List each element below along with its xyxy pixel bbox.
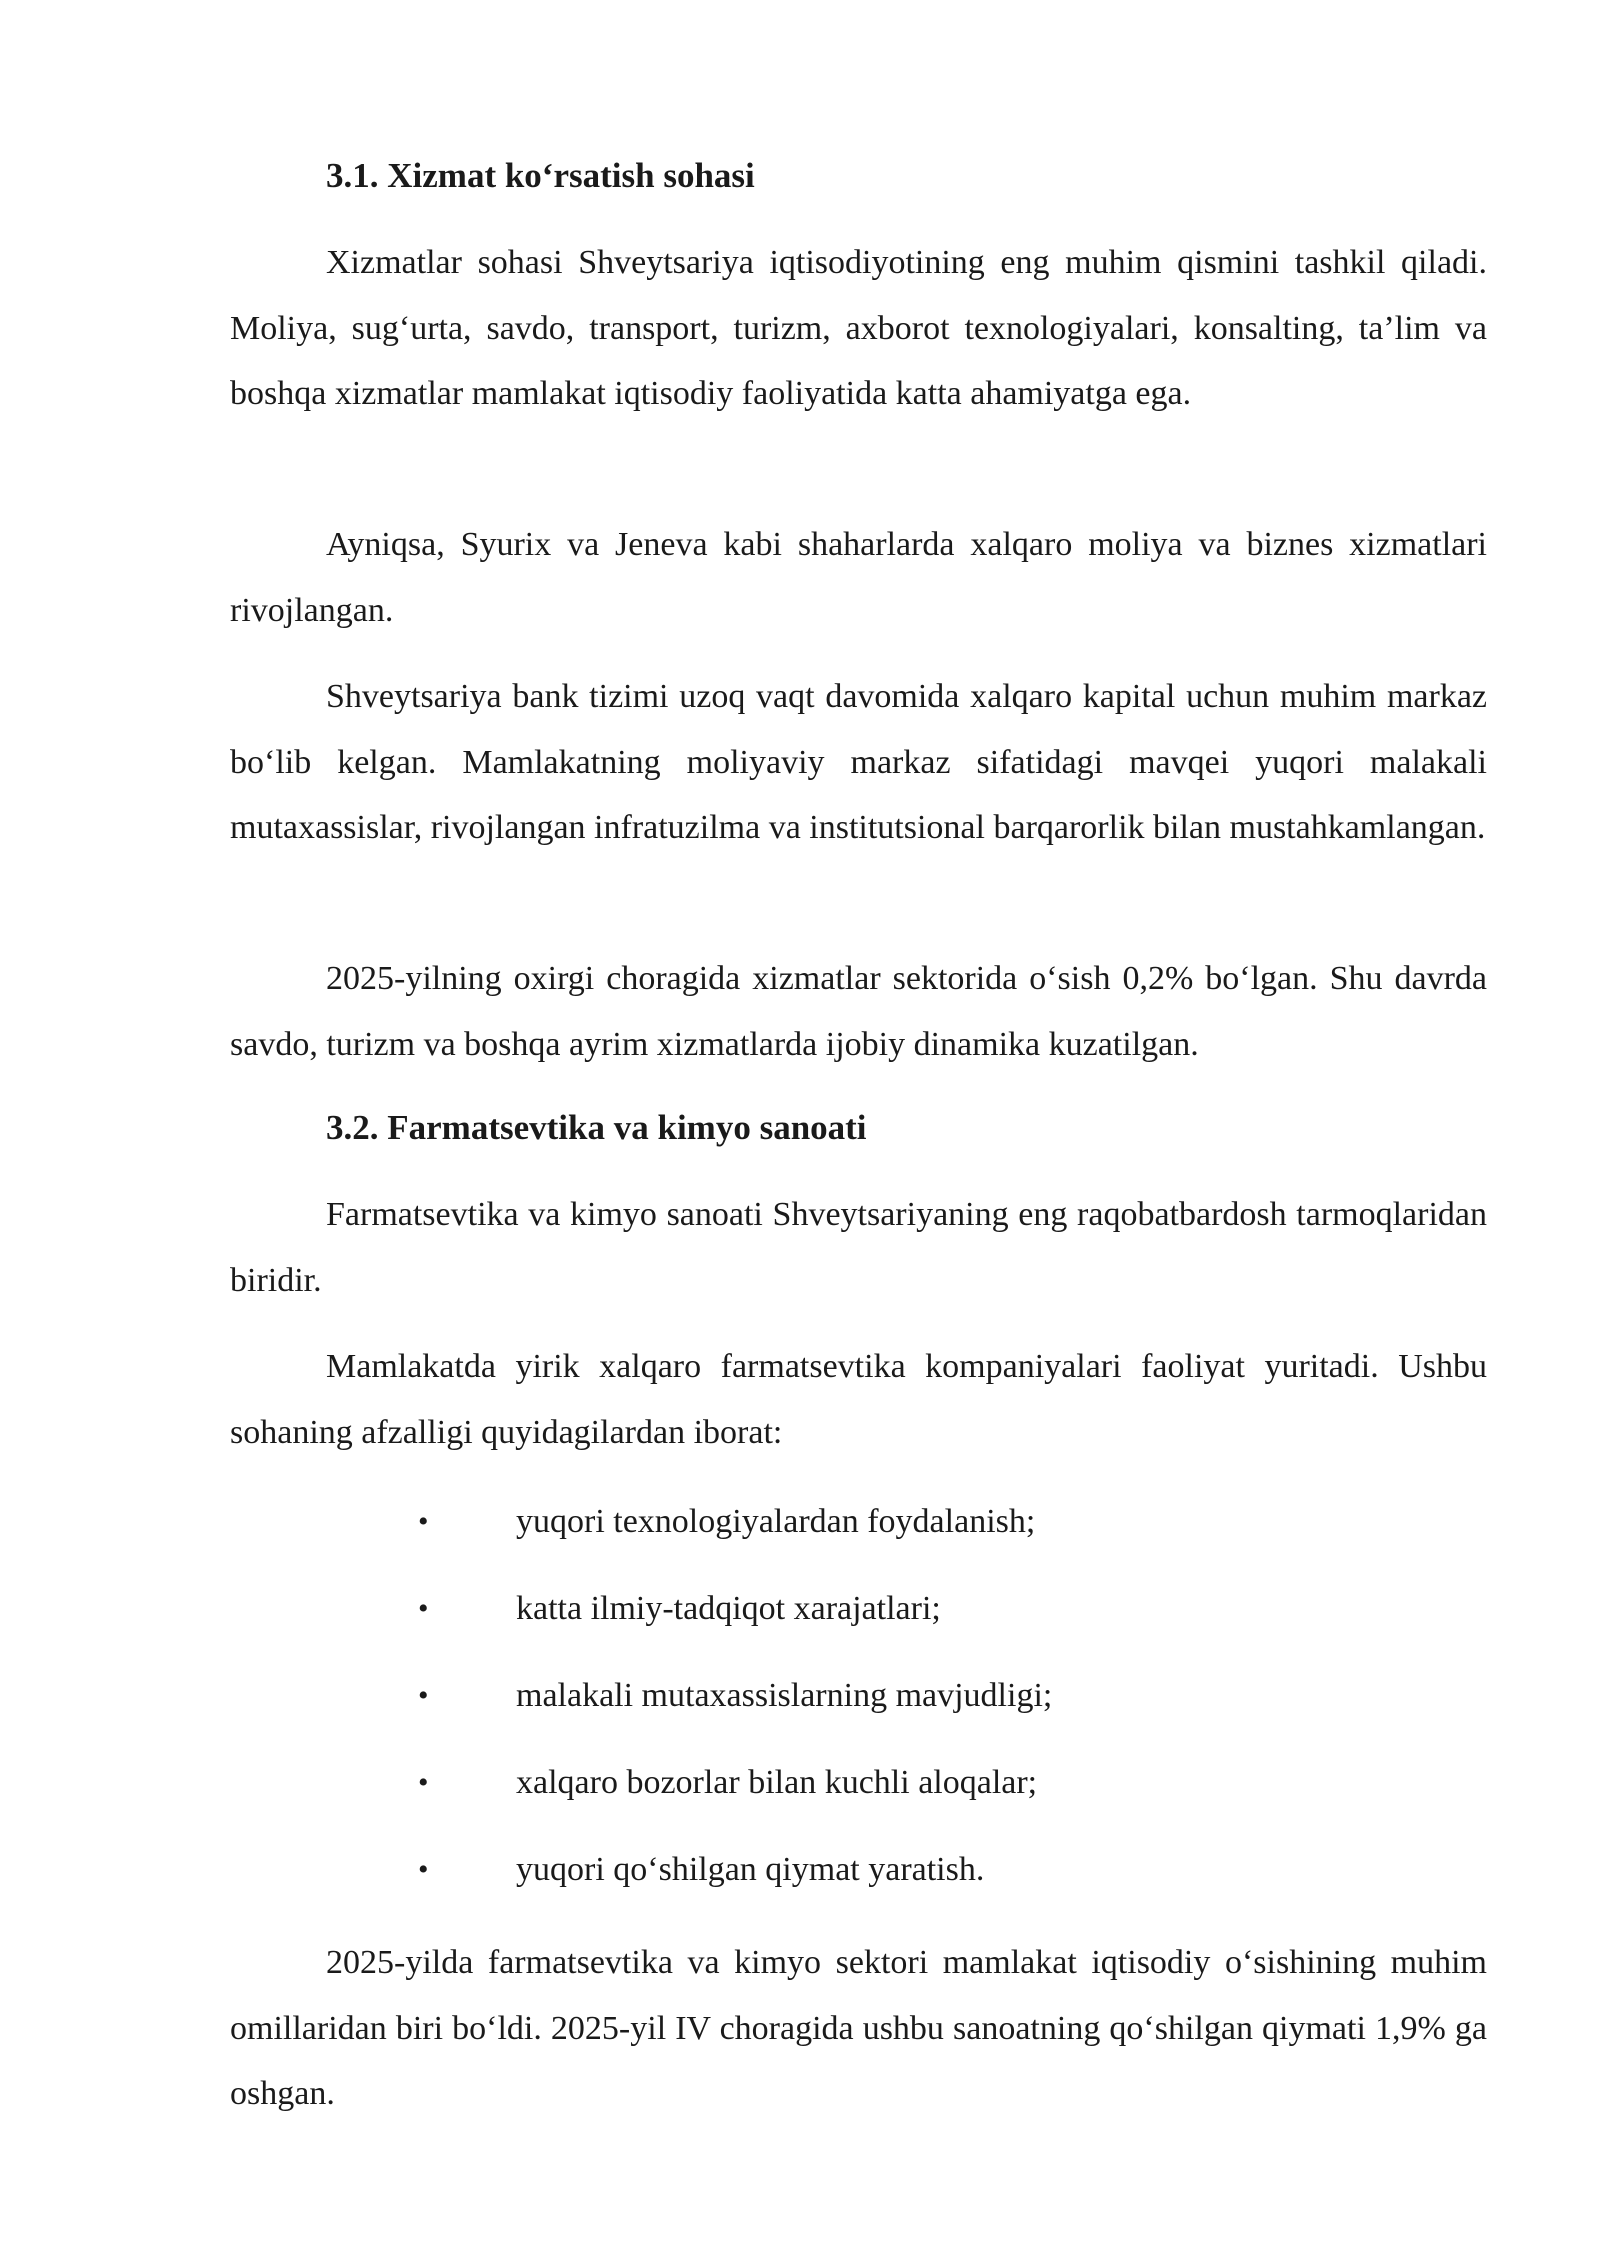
paragraph: Farmatsevtika va kimyo sanoati Shveytsariyaning eng raqobatbardosh tarmoqlaridan biridir. <box>230 1196 1487 1299</box>
bullet-icon: • <box>418 1853 429 1886</box>
paragraph-services-intro <box>230 230 1487 427</box>
list-item-text: malakali mutaxassislarning mavjudligi; <box>516 1677 1053 1714</box>
section-heading-pharma: 3.2. Farmatsevtika va kimyo sanoati <box>326 1108 867 1147</box>
list-item <box>0 1848 1600 1892</box>
list-item-text: xalqaro bozorlar bilan kuchli aloqalar; <box>516 1764 1038 1801</box>
section-heading-services: 3.1. Xizmat ko‘rsatish sohasi <box>326 156 755 195</box>
list-item-text: yuqori qo‘shilgan qiymat yaratish. <box>516 1851 985 1888</box>
paragraph: Mamlakatda yirik xalqaro farmatsevtika kompaniyalari faoliyat yuritadi. Ushbu sohaning afzalligi quyidagilardan iborat: <box>230 1348 1487 1451</box>
list-item <box>0 1587 1600 1631</box>
paragraph: 2025-yilda farmatsevtika va kimyo sektori mamlakat iqtisodiy o‘sishining muhim omillaridan biri bo‘ldi. 2025-yil IV choragida ushbu sanoatning qo‘shilgan qiymati 1,9% ga oshgan. <box>230 1944 1487 2112</box>
paragraph-pharma-intro <box>230 1182 1487 1313</box>
bullet-icon: • <box>418 1679 429 1712</box>
list-item-text: katta ilmiy-tadqiqot xarajatlari; <box>516 1590 941 1627</box>
paragraph-pharma-growth <box>230 1930 1487 2127</box>
bullet-icon: • <box>418 1766 429 1799</box>
paragraph: Shveytsariya bank tizimi uzoq vaqt davomida xalqaro kapital uchun muhim markaz bo‘lib kelgan. Mamlakatning moliyaviy markaz sifatidagi mavqei yuqori malakali mutaxassislar, rivojlangan infratuzilma va institutsional barqarorlik bilan mustahkamlangan. <box>230 678 1487 846</box>
list-item <box>0 1674 1600 1718</box>
list-item <box>0 1500 1600 1544</box>
paragraph: 2025-yilning oxirgi choragida xizmatlar sektorida o‘sish 0,2% bo‘lgan. Shu davrda savdo, turizm va boshqa ayrim xizmatlarda ijobiy dinamika kuzatilgan. <box>230 960 1487 1063</box>
paragraph: Ayniqsa, Syurix va Jeneva kabi shaharlarda xalqaro moliya va biznes xizmatlari rivojlangan. <box>230 526 1487 629</box>
paragraph: Xizmatlar sohasi Shveytsariya iqtisodiyotining eng muhim qismini tashkil qiladi. Moliya, sug‘urta, savdo, transport, turizm, axborot texnologiyalari, konsalting, ta’lim va boshqa xizmatlar mamlakat iqtisodiy faoliyatida katta ahamiyatga ega. <box>230 244 1487 412</box>
bullet-icon: • <box>418 1505 429 1538</box>
paragraph-services-cities <box>230 512 1487 643</box>
bullet-icon: • <box>418 1592 429 1625</box>
list-item-text: yuqori texnologiyalardan foydalanish; <box>516 1503 1036 1540</box>
paragraph-services-banking <box>230 664 1487 861</box>
list-item <box>0 1761 1600 1805</box>
paragraph-pharma-companies <box>230 1334 1487 1465</box>
paragraph-services-growth <box>230 946 1487 1077</box>
